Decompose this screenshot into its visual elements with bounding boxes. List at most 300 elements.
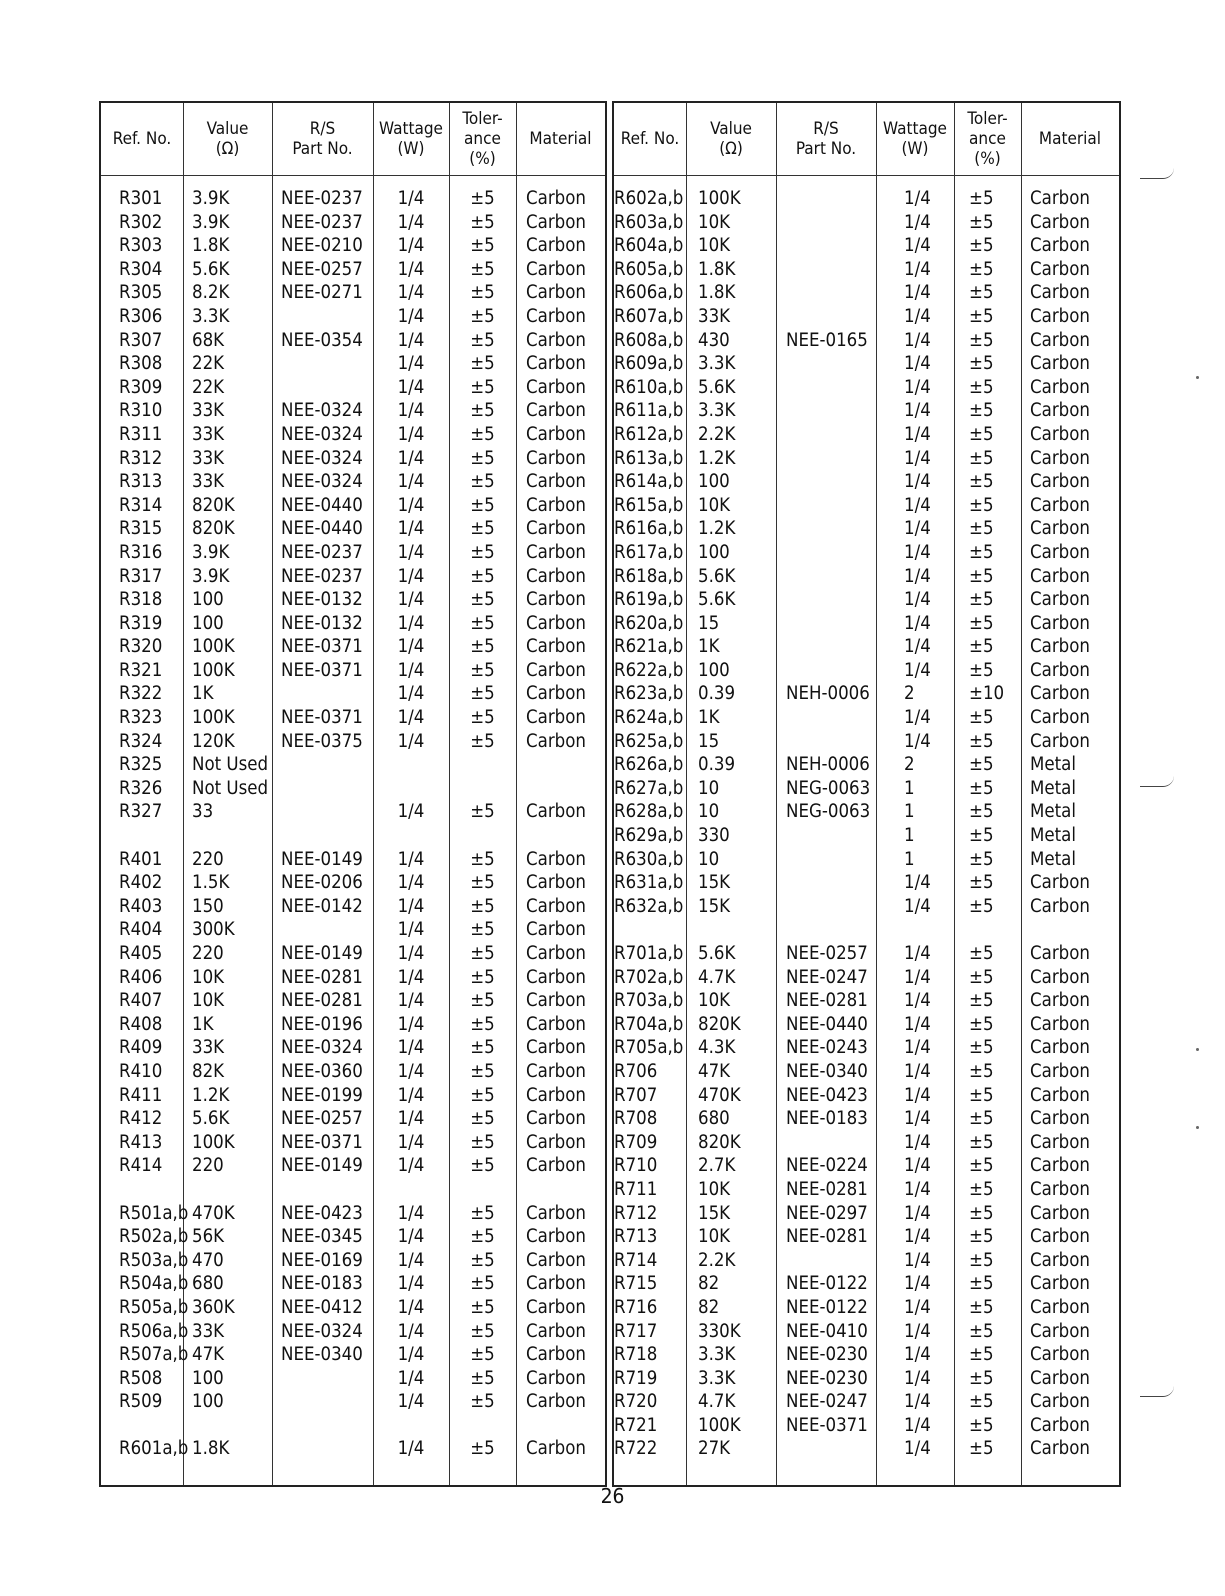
- ref-no-cell: R305: [119, 282, 163, 304]
- ref-no-cell: R624a,b: [614, 707, 684, 729]
- value-cell: 100: [192, 612, 224, 634]
- wattage-cell: 1/4: [397, 1296, 425, 1318]
- ref-no-cell: R612a,b: [614, 423, 684, 445]
- value-cell: 820K: [192, 494, 235, 516]
- material-cell: Carbon: [1030, 895, 1090, 917]
- part-no-cell: NEE-0354: [281, 329, 363, 351]
- ref-no-cell: R403: [119, 895, 163, 917]
- tolerance-cell: ±5: [969, 565, 994, 587]
- material-cell: Carbon: [526, 1249, 586, 1271]
- part-no-cell: NEE-0281: [786, 990, 868, 1012]
- tolerance-cell: ±5: [969, 1060, 994, 1082]
- ref-no-cell: R316: [119, 541, 163, 563]
- wattage-cell: 1/4: [904, 305, 931, 327]
- wattage-cell: 1/4: [397, 518, 425, 540]
- ref-no-cell: R412: [119, 1108, 163, 1130]
- table-row: [101, 329, 605, 353]
- table-row: [614, 470, 1119, 494]
- value-cell: 5.6K: [698, 943, 736, 964]
- value-cell: 100: [192, 1367, 224, 1389]
- wattage-cell: 1/4: [397, 400, 425, 422]
- ref-no-cell: R402: [119, 872, 163, 894]
- value-cell: 33K: [192, 1320, 225, 1342]
- table-row: [101, 1154, 605, 1178]
- wattage-cell: 1/4: [397, 329, 425, 351]
- table-row: [101, 1013, 605, 1037]
- tolerance-cell: ±5: [969, 235, 994, 257]
- tolerance-cell: ±5: [470, 1296, 495, 1318]
- ref-no-cell: R508: [119, 1367, 163, 1389]
- table-row: [101, 447, 605, 471]
- value-cell: 10K: [698, 494, 731, 516]
- wattage-cell: 1/4: [397, 1226, 425, 1248]
- value-cell: 100: [698, 471, 730, 493]
- ref-no-cell: R623a,b: [614, 683, 684, 705]
- material-cell: Carbon: [1030, 1391, 1090, 1413]
- part-no-cell: NEE-0257: [786, 943, 868, 964]
- table-row: [101, 1343, 605, 1367]
- header-divider: [101, 175, 605, 176]
- value-cell: 56K: [192, 1226, 225, 1248]
- tolerance-cell: ±5: [470, 966, 495, 988]
- ref-no-cell: R608a,b: [614, 329, 684, 351]
- tolerance-cell: ±5: [470, 188, 495, 209]
- value-cell: 4.7K: [698, 966, 736, 988]
- wattage-cell: 1/4: [397, 494, 425, 516]
- wattage-cell: 1/4: [904, 235, 931, 257]
- value-cell: 1.8K: [698, 282, 736, 304]
- material-cell: Carbon: [1030, 1155, 1090, 1177]
- tolerance-cell: ±5: [470, 1013, 495, 1035]
- table-row: [101, 659, 605, 683]
- ref-no-cell: R603a,b: [614, 211, 684, 233]
- value-cell: 2.7K: [698, 1155, 736, 1177]
- wattage-cell: 1/4: [904, 1296, 931, 1318]
- table-row: [614, 1060, 1119, 1084]
- table-row: [101, 800, 605, 824]
- value-cell: 33K: [698, 305, 731, 327]
- value-cell: 300K: [192, 919, 235, 941]
- table-row: [101, 565, 605, 589]
- material-cell: Carbon: [526, 329, 586, 351]
- value-cell: 15: [698, 730, 720, 752]
- value-cell: 47K: [698, 1060, 731, 1082]
- ref-no-cell: R616a,b: [614, 518, 684, 540]
- wattage-cell: 1/4: [397, 966, 425, 988]
- value-cell: Not Used: [192, 777, 269, 799]
- tolerance-cell: ±5: [969, 1131, 994, 1153]
- ref-no-cell: R405: [119, 943, 163, 964]
- tolerance-cell: ±5: [470, 895, 495, 917]
- part-no-cell: NEE-0169: [281, 1249, 363, 1271]
- material-cell: Carbon: [1030, 872, 1090, 894]
- tolerance-cell: ±5: [969, 1273, 994, 1295]
- ref-no-cell: R308: [119, 353, 163, 375]
- tolerance-cell: ±5: [969, 1202, 994, 1224]
- tolerance-cell: ±5: [969, 1013, 994, 1035]
- material-cell: Carbon: [1030, 400, 1090, 422]
- right-table-body: [614, 187, 1119, 1461]
- ref-no-cell: R401: [119, 848, 163, 870]
- part-no-cell: NEE-0324: [281, 400, 363, 422]
- table-row: [614, 777, 1119, 801]
- part-no-cell: NEE-0165: [786, 329, 868, 351]
- tolerance-cell: ±5: [470, 258, 495, 280]
- part-no-cell: NEE-0183: [281, 1273, 363, 1295]
- value-cell: 100K: [698, 1414, 741, 1436]
- value-cell: 100: [192, 1391, 224, 1413]
- value-cell: 470K: [192, 1202, 235, 1224]
- ref-no-cell: R628a,b: [614, 801, 684, 823]
- part-no-cell: NEE-0440: [281, 494, 363, 516]
- material-cell: Carbon: [1030, 235, 1090, 257]
- ref-no-cell: R708: [614, 1108, 658, 1130]
- table-row: [101, 1131, 605, 1155]
- material-cell: Carbon: [1030, 1037, 1090, 1059]
- wattage-cell: 1/4: [904, 1344, 931, 1366]
- tolerance-cell: ±10: [969, 683, 1005, 705]
- part-no-cell: NEE-0247: [786, 966, 868, 988]
- wattage-cell: 1/4: [904, 1320, 931, 1342]
- tolerance-cell: ±5: [470, 400, 495, 422]
- material-cell: Carbon: [526, 1391, 586, 1413]
- ref-no-cell: R705a,b: [614, 1037, 684, 1059]
- table-row: [614, 1084, 1119, 1108]
- wattage-cell: 1/4: [904, 494, 931, 516]
- wattage-cell: 1/4: [904, 423, 931, 445]
- material-cell: Carbon: [526, 282, 586, 304]
- ref-no-cell: R719: [614, 1367, 658, 1389]
- tolerance-cell: ±5: [470, 1131, 495, 1153]
- tolerance-cell: ±5: [969, 636, 994, 658]
- wattage-cell: 1: [904, 801, 915, 823]
- table-row: [101, 423, 605, 447]
- ref-no-cell: R609a,b: [614, 353, 684, 375]
- material-cell: Carbon: [526, 1367, 586, 1389]
- ref-no-cell: R313: [119, 471, 163, 493]
- wattage-cell: 1/4: [904, 329, 931, 351]
- table-row: [614, 1202, 1119, 1226]
- table-row: [614, 211, 1119, 235]
- table-row: [614, 895, 1119, 919]
- ref-no-cell: R504a,b: [119, 1273, 189, 1295]
- wattage-cell: 1/4: [397, 353, 425, 375]
- table-row: [614, 494, 1119, 518]
- tolerance-cell: ±5: [470, 659, 495, 681]
- tolerance-cell: ±5: [969, 1367, 994, 1389]
- tolerance-cell: ±5: [969, 494, 994, 516]
- ref-no-cell: R502a,b: [119, 1226, 189, 1248]
- tolerance-cell: ±5: [969, 1320, 994, 1342]
- part-no-cell: NEE-0440: [786, 1013, 868, 1035]
- value-cell: 1K: [192, 683, 214, 705]
- tolerance-cell: ±5: [969, 990, 994, 1012]
- tolerance-cell: ±5: [470, 919, 495, 941]
- wattage-cell: 1/4: [904, 872, 931, 894]
- tolerance-cell: ±5: [470, 1037, 495, 1059]
- material-cell: Carbon: [1030, 1273, 1090, 1295]
- value-cell: 27K: [698, 1438, 731, 1460]
- value-cell: 82: [698, 1273, 720, 1295]
- wattage-cell: 1: [904, 825, 915, 847]
- table-row: [614, 305, 1119, 329]
- ref-no-cell: R306: [119, 305, 163, 327]
- wattage-cell: 1: [904, 848, 915, 870]
- ref-no-cell: R319: [119, 612, 163, 634]
- part-no-cell: NEE-0230: [786, 1367, 868, 1389]
- ref-no-cell: R721: [614, 1414, 658, 1436]
- value-cell: 1.5K: [192, 872, 230, 894]
- wattage-cell: 1/4: [397, 1320, 425, 1342]
- tolerance-cell: ±5: [470, 1060, 495, 1082]
- table-row: [614, 423, 1119, 447]
- table-row: [614, 871, 1119, 895]
- tolerance-cell: ±5: [470, 1108, 495, 1130]
- material-cell: Carbon: [1030, 612, 1090, 634]
- wattage-cell: 1/4: [904, 707, 931, 729]
- table-row: [101, 1084, 605, 1108]
- table-row: [101, 1272, 605, 1296]
- ref-no-cell: R310: [119, 400, 163, 422]
- part-no-cell: NEE-0281: [281, 990, 363, 1012]
- material-cell: Carbon: [526, 353, 586, 375]
- wattage-cell: 1/4: [397, 801, 425, 823]
- value-cell: 15K: [698, 1202, 731, 1224]
- tolerance-cell: ±5: [470, 943, 495, 964]
- ref-no-cell: R327: [119, 801, 163, 823]
- tolerance-cell: ±5: [969, 1296, 994, 1318]
- ref-no-cell: R702a,b: [614, 966, 684, 988]
- part-no-cell: NEE-0345: [281, 1226, 363, 1248]
- wattage-cell: 1/4: [397, 919, 425, 941]
- wattage-cell: 1/4: [397, 707, 425, 729]
- ref-no-cell: R409: [119, 1037, 163, 1059]
- table-row: [614, 187, 1119, 211]
- ref-no-cell: R710: [614, 1155, 658, 1177]
- ref-no-cell: R325: [119, 754, 163, 776]
- value-cell: 33K: [192, 1037, 225, 1059]
- part-no-cell: NEE-0324: [281, 471, 363, 493]
- scan-speck: [1196, 1126, 1199, 1129]
- material-cell: Carbon: [526, 966, 586, 988]
- material-cell: Carbon: [526, 541, 586, 563]
- value-cell: 2.2K: [698, 423, 736, 445]
- table-row: [101, 918, 605, 942]
- value-cell: 1.8K: [192, 235, 230, 257]
- table-row: [101, 1202, 605, 1226]
- tolerance-cell: ±5: [969, 777, 994, 799]
- value-cell: 3.9K: [192, 211, 230, 233]
- material-cell: Carbon: [1030, 494, 1090, 516]
- tolerance-cell: ±5: [470, 990, 495, 1012]
- table-row: [614, 234, 1119, 258]
- ref-no-cell: R620a,b: [614, 612, 684, 634]
- table-row: [614, 1437, 1119, 1461]
- value-cell: 1.2K: [698, 447, 736, 469]
- part-no-cell: NEG-0063: [786, 801, 871, 823]
- ref-no-cell: R602a,b: [614, 188, 684, 209]
- tolerance-cell: ±5: [969, 1037, 994, 1059]
- material-cell: Carbon: [526, 1037, 586, 1059]
- wattage-cell: 1/4: [397, 1344, 425, 1366]
- wattage-cell: 1/4: [904, 895, 931, 917]
- table-row: [101, 470, 605, 494]
- table-row: [614, 1414, 1119, 1438]
- tolerance-cell: ±5: [470, 376, 495, 398]
- value-cell: 3.9K: [192, 188, 230, 209]
- table-row: [614, 848, 1119, 872]
- ref-no-cell: R505a,b: [119, 1296, 189, 1318]
- table-row: [614, 659, 1119, 683]
- material-cell: Carbon: [526, 1344, 586, 1366]
- value-cell: 100: [698, 659, 730, 681]
- value-cell: 100: [192, 589, 224, 611]
- header-ref-no: Ref. No.: [112, 129, 172, 149]
- binder-hole-mark: [1140, 776, 1174, 787]
- table-row: [614, 258, 1119, 282]
- value-cell: 82K: [192, 1060, 225, 1082]
- material-cell: Carbon: [526, 423, 586, 445]
- wattage-cell: 1/4: [397, 1391, 425, 1413]
- wattage-cell: 1/4: [904, 1226, 931, 1248]
- header-ref-no: Ref. No.: [620, 129, 680, 149]
- ref-no-cell: R312: [119, 447, 163, 469]
- material-cell: Metal: [1030, 754, 1076, 776]
- tolerance-cell: ±5: [969, 282, 994, 304]
- part-no-cell: NEE-0149: [281, 848, 363, 870]
- tolerance-cell: ±5: [969, 848, 994, 870]
- table-row: [101, 635, 605, 659]
- table-row: [614, 1272, 1119, 1296]
- ref-no-cell: R321: [119, 659, 163, 681]
- material-cell: Carbon: [1030, 1249, 1090, 1271]
- tolerance-cell: ±5: [470, 730, 495, 752]
- value-cell: 15K: [698, 895, 731, 917]
- material-cell: Carbon: [526, 895, 586, 917]
- ref-no-cell: R712: [614, 1202, 658, 1224]
- value-cell: 5.6K: [698, 565, 736, 587]
- wattage-cell: 1/4: [397, 282, 425, 304]
- wattage-cell: 1: [904, 777, 915, 799]
- wattage-cell: 1/4: [904, 447, 931, 469]
- wattage-cell: 1/4: [904, 659, 931, 681]
- tolerance-cell: ±5: [969, 1438, 994, 1460]
- value-cell: 120K: [192, 730, 235, 752]
- value-cell: 5.6K: [698, 376, 736, 398]
- tolerance-cell: ±5: [470, 801, 495, 823]
- value-cell: 5.6K: [192, 258, 230, 280]
- table-row: [614, 942, 1119, 966]
- part-no-cell: NEE-0324: [281, 447, 363, 469]
- ref-no-cell: R601a,b: [119, 1438, 189, 1460]
- binder-hole-mark: [1140, 168, 1174, 179]
- part-no-cell: NEE-0340: [281, 1344, 363, 1366]
- value-cell: 10K: [698, 1226, 731, 1248]
- ref-no-cell: R625a,b: [614, 730, 684, 752]
- wattage-cell: 1/4: [397, 1438, 425, 1460]
- wattage-cell: 1/4: [904, 1391, 931, 1413]
- material-cell: Carbon: [526, 471, 586, 493]
- material-cell: Carbon: [526, 188, 586, 209]
- value-cell: 22K: [192, 353, 225, 375]
- wattage-cell: 1/4: [397, 1108, 425, 1130]
- tolerance-cell: ±5: [470, 282, 495, 304]
- tolerance-cell: ±5: [969, 754, 994, 776]
- table-row: [101, 730, 605, 754]
- part-no-cell: NEE-0410: [786, 1320, 868, 1342]
- ref-no-cell: R323: [119, 707, 163, 729]
- value-cell: 1.2K: [698, 518, 736, 540]
- header-wattage: Wattage (W): [379, 119, 443, 159]
- ref-no-cell: R301: [119, 188, 163, 209]
- material-cell: Carbon: [526, 801, 586, 823]
- ref-no-cell: R509: [119, 1391, 163, 1413]
- ref-no-cell: R715: [614, 1273, 658, 1295]
- value-cell: 100K: [192, 659, 235, 681]
- wattage-cell: 1/4: [397, 730, 425, 752]
- ref-no-cell: R722: [614, 1438, 658, 1460]
- value-cell: 0.39: [698, 754, 736, 776]
- wattage-cell: 1/4: [397, 235, 425, 257]
- table-row: [614, 281, 1119, 305]
- wattage-cell: 1/4: [904, 1060, 931, 1082]
- value-cell: 100K: [192, 707, 235, 729]
- ref-no-cell: R706: [614, 1060, 658, 1082]
- value-cell: 5.6K: [192, 1108, 230, 1130]
- value-cell: 220: [192, 1155, 224, 1177]
- wattage-cell: 1/4: [904, 612, 931, 634]
- value-cell: 1.8K: [192, 1438, 230, 1460]
- wattage-cell: 1/4: [904, 1084, 931, 1106]
- table-row: [101, 1178, 605, 1202]
- tolerance-cell: ±5: [470, 636, 495, 658]
- wattage-cell: 1/4: [397, 659, 425, 681]
- ref-no-cell: R320: [119, 636, 163, 658]
- table-row: [614, 1036, 1119, 1060]
- table-row: [101, 1060, 605, 1084]
- ref-no-cell: R326: [119, 777, 163, 799]
- tolerance-cell: ±5: [969, 258, 994, 280]
- header-rs-part-no: R/S Part No.: [292, 119, 353, 159]
- part-no-cell: NEE-0257: [281, 1108, 363, 1130]
- material-cell: Carbon: [1030, 990, 1090, 1012]
- part-no-cell: NEE-0371: [786, 1414, 868, 1436]
- ref-no-cell: R309: [119, 376, 163, 398]
- wattage-cell: 1/4: [904, 565, 931, 587]
- tolerance-cell: ±5: [969, 966, 994, 988]
- tolerance-cell: ±5: [969, 612, 994, 634]
- value-cell: 0.39: [698, 683, 736, 705]
- tolerance-cell: ±5: [470, 1226, 495, 1248]
- table-row: [614, 565, 1119, 589]
- value-cell: 820K: [698, 1013, 741, 1035]
- header-wattage: Wattage (W): [883, 119, 947, 159]
- value-cell: 470: [192, 1249, 224, 1271]
- value-cell: 8.2K: [192, 282, 230, 304]
- wattage-cell: 1/4: [904, 990, 931, 1012]
- table-row: [614, 1225, 1119, 1249]
- part-no-cell: NEE-0122: [786, 1296, 868, 1318]
- value-cell: 10: [698, 801, 720, 823]
- ref-no-cell: R411: [119, 1084, 163, 1106]
- ref-no-cell: R324: [119, 730, 163, 752]
- table-row: [101, 824, 605, 848]
- ref-no-cell: R606a,b: [614, 282, 684, 304]
- table-row: [614, 682, 1119, 706]
- value-cell: 360K: [192, 1296, 235, 1318]
- table-row: [101, 494, 605, 518]
- wattage-cell: 1/4: [904, 1202, 931, 1224]
